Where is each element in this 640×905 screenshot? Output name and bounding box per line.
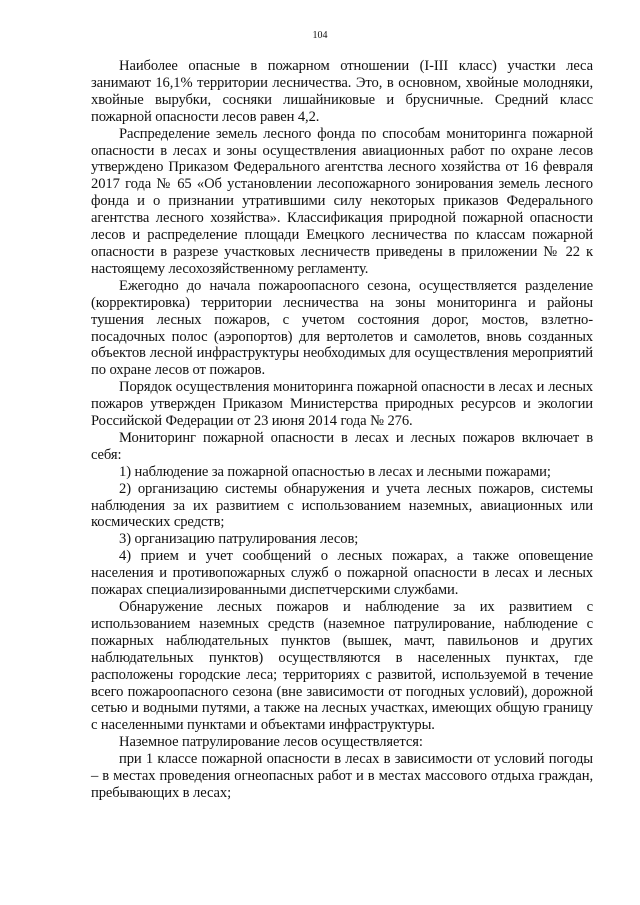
page-number: 104	[312, 30, 328, 41]
document-body	[91, 58, 593, 802]
paragraph-zone-adjustment: Ежегодно до начала пожароопасного сезона, осуществляется разделение (корректировка) территории лесничества на зоны мониторинга и районы тушения лесных пожаров, с учетом состояния дорог, мостов, взлетно-посадочных полос (аэропортов) для вертолетов и самолетов, вновь созданных объектов лесной инфраструктуры необходимых для осуществления мероприятий по охране лесов от пожаров.	[91, 277, 593, 379]
paragraph-patrol-class-1: при 1 классе пожарной опасности в лесах в зависимости от условий погоды – в местах проведения огнеопасных работ и в местах массового отдыха граждан, пребывающих в лесах;	[91, 751, 593, 801]
paragraph-ground-detection: Обнаружение лесных пожаров и наблюдение за их развитием с использованием наземных средств (наземное патрулирование, наблюдение с пожарных наблюдательных пунктов (вышек, мачт, павильонов и других наблюдательных пунктов) осуществляются в населенных пунктах, где расположены городские леса; территориях с развитой, используемой в течение всего пожароопасного сезона (вне зависимости от погодных условий), дорожной сетью и водными путями, а также на лесных участках, имеющих общую границу с населенными пунктами и объектами инфраструктуры.	[91, 599, 593, 734]
paragraph-monitoring-order: Порядок осуществления мониторинга пожарной опасности в лесах и лесных пожаров утвержден Приказом Министерства природных ресурсов и экологии Российской Федерации от 23 июня 2014 года № 276.	[91, 379, 593, 430]
paragraph-patrol-intro: Наземное патрулирование лесов осуществляется:	[119, 734, 423, 751]
list-item-2: 2) организацию системы обнаружения и учета лесных пожаров, системы наблюдения за их развитием с использованием наземных, авиационных или космических средств;	[91, 480, 593, 531]
paragraph-monitoring-includes: Мониторинг пожарной опасности в лесах и лесных пожаров включает в себя:	[91, 429, 593, 463]
paragraph-fire-danger-classes: Наиболее опасные в пожарном отношении (I-III класс) участки леса занимают 16,1% территории лесничества. Это, в основном, хвойные молодняки, хвойные вырубки, сосняки лишайниковые и брусничные. Средний класс пожарной опасности лесов равен 4,2.	[91, 58, 593, 125]
list-item-1: 1) наблюдение за пожарной опасностью в лесах и лесными пожарами;	[119, 463, 551, 480]
paragraph-land-distribution: Распределение земель лесного фонда по способам мониторинга пожарной опасности в лесах и зоны осуществления авиационных работ по охране лесов утверждено Приказом Федерального агентства лесного хозяйства от 16 февраля 2017 года № 65 «Об установлении лесопожарного зонирования земель лесного фонда и о признании утратившими силу некоторых приказов Федерального агентства лесного хозяйства». Классификация природной пожарной опасности лесов и распределение площади Емецкого лесничества по классам пожарной опасности в разрезе участковых лесничеств приведены в приложении № 22 к настоящему лесохозяйственному регламенту.	[91, 125, 593, 277]
list-item-3: 3) организацию патрулирования лесов;	[119, 531, 359, 548]
list-item-4: 4) прием и учет сообщений о лесных пожарах, а также оповещение населения и противопожарных служб о пожарной опасности в лесах и лесных пожарах специализированными диспетчерскими службами.	[91, 548, 593, 599]
